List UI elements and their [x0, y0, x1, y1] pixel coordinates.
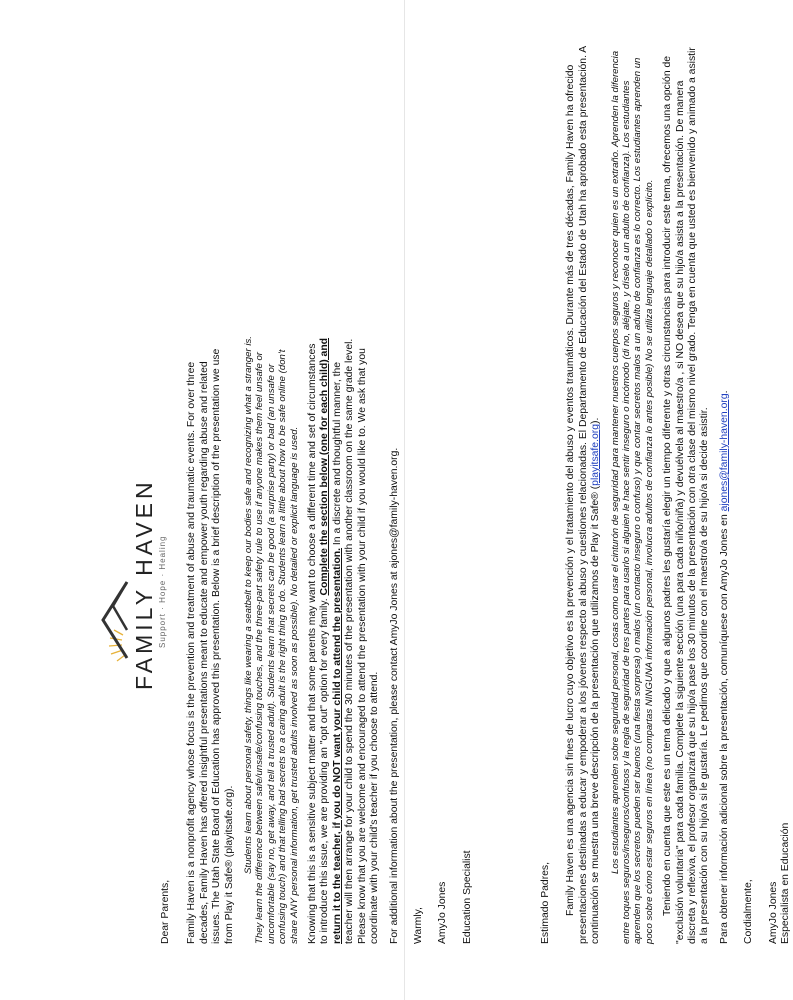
english-greeting: Dear Parents,	[160, 879, 171, 944]
english-p3-end: In a discrete and thoughtful manner, the teacher will then arrange for your child to spend the 30 minutes of the presentation with another classroom on the same grade level. Please know that you are welcome and encouraged to attend the presentation with your child if you would like to. We ask that you coordinate with your child's teacher if you choose to attend.	[331, 338, 381, 944]
spanish-letter	[540, 44, 792, 944]
spanish-name: AmyJo Jones	[767, 881, 779, 944]
english-paragraph-1: Family Haven is a nonprofit agency whose focus is the prevention and treatment of abuse and traumatic events. For over three decades, Family Haven has offered insightful presentations meant to educate and empower youth regarding abuse and related issues. The Utah State Board of Education has approved this presentation. Below is a brief description of the presentation we use from Play it Safe® (playitsafe.org).	[186, 348, 235, 944]
spanish-role: Especialista en Educación	[780, 822, 792, 944]
spanish-email-link[interactable]: ajones@family-haven.org	[718, 393, 730, 512]
spanish-greeting: Estimado Padres,	[540, 861, 551, 944]
spanish-paragraph-3: Teniendo en cuenta que este es un tema delicado y que a algunos padres les gustaría elegir un tiempo diferente y otras circunstancias para introducir este tema, ofrecemos una opción de "exclusión voluntaria" para cada familia. Complete la siguiente sección (una para cada niño/niña) y devuélvela al maestro/a , si NO desea que su hijo/a asista a la presentación. De manera discreta y reflexiva, el profesor organizará que su hijo/a pase los 30 minutos de la presentación con otra clase del mismo nivel grado. Tenga en cuenta que usted es bienvenido y animado a asistir a la presentación con su hijo/a si le gustaría. Le pedimos que coordine con el maestro/a de su hijo/a si decide asistir.	[662, 47, 711, 944]
english-letter	[160, 334, 473, 944]
spanish-paragraph-1	[565, 44, 602, 944]
spanish-paragraph-2: Los estudiantes aprenden sobre seguridad personal, cosas como usar el cinturón de seguridad para mantener nuestros cuerpos seguros y reconocer quien es un extraño. Aprenden la diferencia entre toques seguros/inseguros/confusos y la regla de seguridad de tres partes para usarlo si alguien le hace sentir inseguro o incómodo (di no, aléjate, y díselo a un adulto de confianza). Los estudiantes aprenden que los secretos pueden ser buenos (una fiesta sorpresa) o malos (un contacto inseguro o confuso) y que contar secretos malos a un adulto de confianza es lo correcto. Los estudiantes aprenden un poco sobre cómo estar seguros en línea (no compartas NINGUNA información personal, involucra adultos de confianza lo antes posible) No se utiliza lenguaje detallado o explícito.	[609, 50, 655, 944]
english-role: Education Specialist	[461, 850, 473, 944]
logo-tagline: Support · Hope · Healing	[158, 535, 167, 648]
spanish-p1-end: ).	[590, 417, 602, 424]
spanish-playitsafe-link[interactable]: playitsafe.org	[590, 424, 602, 486]
spanish-paragraph-4	[719, 44, 731, 944]
logo	[97, 470, 167, 690]
spanish-p4-start: Para obtener información adicional sobre la presentación, comuníquese con AmyJo Jones en	[718, 511, 730, 944]
english-paragraph-3	[307, 334, 381, 944]
english-closing: Warmly,	[412, 907, 424, 944]
roof-logo-icon	[97, 470, 131, 690]
english-p3-underline: Complete the section below (one for each child) and return it to the teacher, if you do NOT want your child to attend the presentation.	[319, 337, 343, 944]
english-paragraph-2: Students learn about personal safety, things like wearing a seatbelt to keep our bodies safe and recognizing what a stranger is. They learn the difference between safe/unsafe/confusing touches, and the three-part safety rule to use if anyone makes them feel unsafe or uncomfortable (say no, get away, and tell a trusted adult). Students learn that secrets can be good (a surprise party) or bad (an unsafe or confusing touch) and that telling bad secrets to a caring adult is the right thing to do. Students learn a little about how to be safe online (don't share ANY personal information, get trusted adults involved as soon as possible). No detailed or explicit language is used.	[243, 336, 300, 944]
logo-title: FAMILY HAVEN	[131, 478, 157, 690]
english-p3-start: Knowing that this is a sensitive subject matter and that some parents may want to choose a different time and set of circumstances to introduce this issue, we are providing an "opt out" option for every family.	[307, 343, 331, 944]
spanish-closing: Cordialmente,	[743, 879, 755, 944]
english-paragraph-4: For additional information about the presentation, please contact AmyJo Jones at ajones@family-haven.org.	[388, 447, 400, 944]
spanish-p1-start: Family Haven es una agencia sin fines de lucro cuyo objetivo es la prevención y el tratamiento del abuso y eventos traumáticos. Durante más de tres décadas, Family Haven ha ofrecido presentaciones destinadas a educar y empoderar a los jóvenes respecto al abuso y cuestiones relacionadas. El Departamento de Educación del Estado de Utah ha aprobado esta presentación. A continuación se muestra una breve descripción de la presentación que utilizamos de Play it Safe® (	[565, 46, 602, 944]
english-name: AmyJo Jones	[437, 881, 449, 944]
spanish-p4-end: .	[718, 390, 730, 394]
